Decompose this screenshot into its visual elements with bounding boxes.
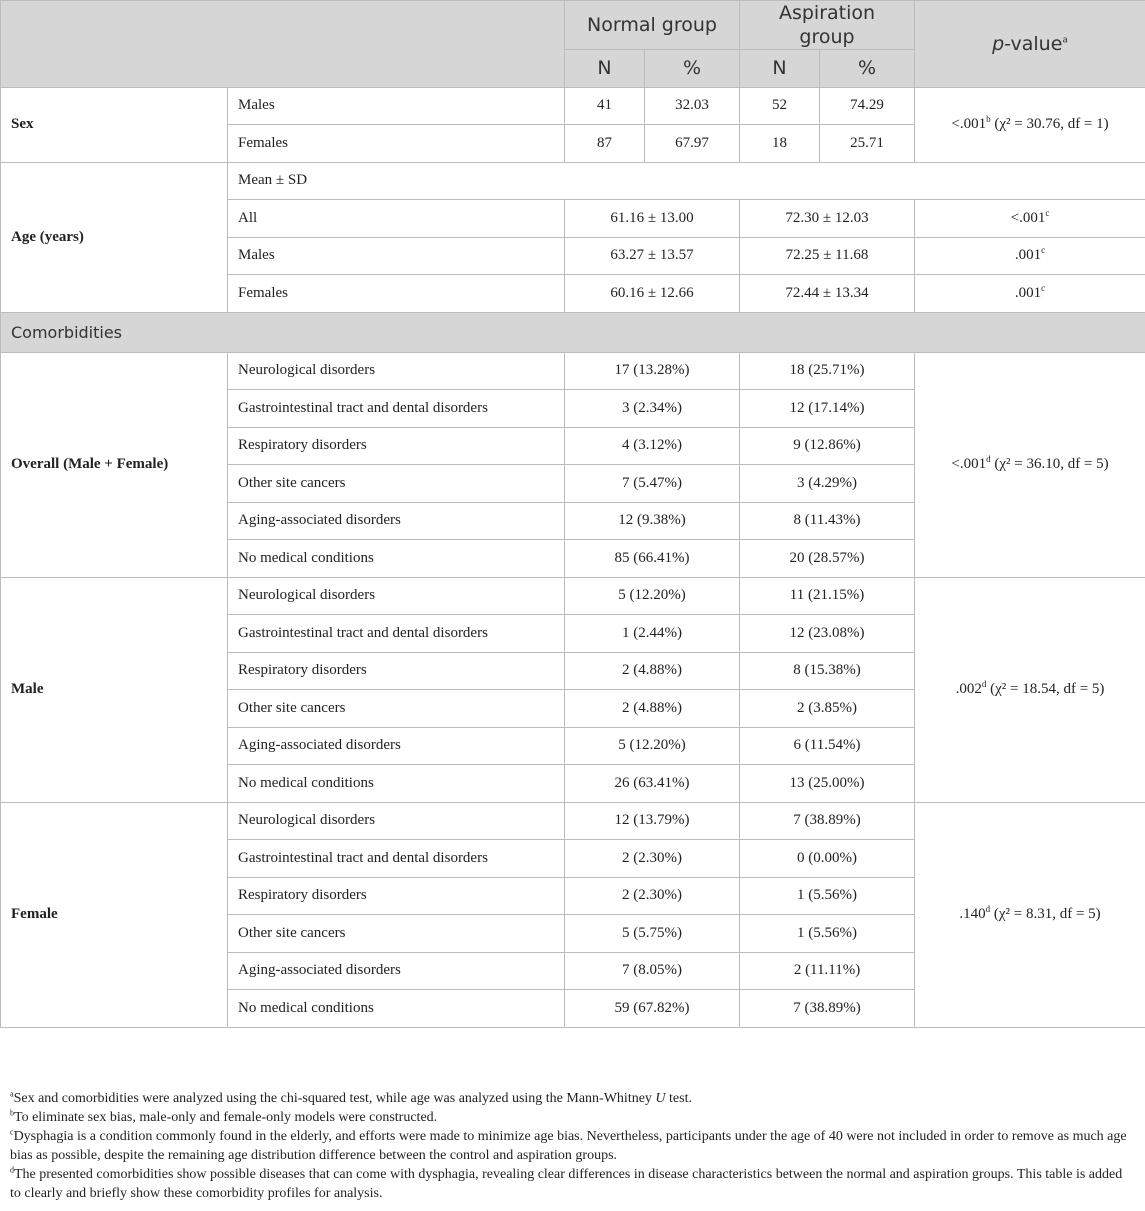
cell: 1 (2.44%) — [565, 615, 740, 653]
p-sup: d — [985, 904, 991, 914]
cell: 9 (12.86%) — [740, 427, 915, 465]
cell: 8 (15.38%) — [740, 652, 915, 690]
p-rest: (χ² = 30.76, df = 1) — [990, 116, 1109, 132]
section-label-comorbidities: Comorbidities — [1, 312, 1145, 352]
header-normal-n: N — [565, 50, 645, 88]
row-label: No medical conditions — [228, 765, 565, 803]
cell: 2 (3.85%) — [740, 690, 915, 728]
cell: 52 — [740, 87, 820, 125]
p-value-rest: -value — [1004, 32, 1063, 55]
p-value-cell — [915, 200, 1145, 238]
p-value-cell — [915, 275, 1145, 313]
header-row — [1, 1, 1145, 50]
footnote-b — [10, 1108, 1135, 1127]
cell: 72.30 ± 12.03 — [740, 200, 915, 238]
cell: 8 (11.43%) — [740, 502, 915, 540]
cell: 4 (3.12%) — [565, 427, 740, 465]
cell: 11 (21.15%) — [740, 577, 915, 615]
row-label: Neurological disorders — [228, 802, 565, 840]
cell: 3 (2.34%) — [565, 390, 740, 428]
footnote-text: Dysphagia is a condition commonly found in the elderly, and efforts were made to minimize age bias. Nevertheless, participants under the age of 40 were not included in order to remove as much age bias as possible, despite the remaining age distribution difference between the control and aspiration groups. — [10, 1129, 1127, 1163]
cell: 87 — [565, 125, 645, 163]
p-main: .001 — [1014, 247, 1042, 264]
cell: 2 (4.88%) — [565, 652, 740, 690]
p-value-group — [915, 802, 1145, 1027]
header-aspiration-group: Aspiration group — [740, 1, 915, 50]
p-rest: (χ² = 18.54, df = 5) — [986, 681, 1105, 697]
footnote-text: To eliminate sex bias, male-only and female-only models were constructed. — [14, 1110, 438, 1125]
cell: 3 (4.29%) — [740, 465, 915, 503]
header-p-value — [915, 1, 1145, 88]
cell: 2 (11.11%) — [740, 952, 915, 990]
group-label-sex: Sex — [1, 87, 228, 162]
row-label: Females — [228, 125, 565, 163]
cell: 60.16 ± 12.66 — [565, 275, 740, 313]
cell: 1 (5.56%) — [740, 877, 915, 915]
group-label-age: Age (years) — [1, 162, 228, 312]
cell: 18 (25.71%) — [740, 352, 915, 390]
cell: 32.03 — [645, 87, 740, 125]
cell: 2 (2.30%) — [565, 877, 740, 915]
p-sup: d — [981, 679, 987, 689]
cell: 12 (9.38%) — [565, 502, 740, 540]
cell: 2 (4.88%) — [565, 690, 740, 728]
cell: 13 (25.00%) — [740, 765, 915, 803]
cell: 59 (67.82%) — [565, 990, 740, 1028]
cell: 5 (12.20%) — [565, 577, 740, 615]
cell: 63.27 ± 13.57 — [565, 237, 740, 275]
age-subheader: Mean ± SD — [228, 162, 1145, 200]
footnote-mark: b — [10, 1108, 14, 1118]
p-main: <.001 — [951, 116, 987, 132]
cell: 7 (38.89%) — [740, 990, 915, 1028]
row-label: Other site cancers — [228, 690, 565, 728]
p-sup: d — [986, 454, 991, 464]
p-main: <.001 — [1010, 209, 1046, 226]
header-asp-pct: % — [820, 50, 915, 88]
row-label: Neurological disorders — [228, 577, 565, 615]
row-label: Males — [228, 87, 565, 125]
cell: 26 (63.41%) — [565, 765, 740, 803]
row-label: Other site cancers — [228, 465, 565, 503]
p-value-group — [915, 352, 1145, 577]
cell: 6 (11.54%) — [740, 727, 915, 765]
cell: 7 (5.47%) — [565, 465, 740, 503]
row-label: Gastrointestinal tract and dental disorders — [228, 615, 565, 653]
header-normal-group: Normal group — [565, 1, 740, 50]
p-italic: p — [992, 32, 1005, 55]
row-label: No medical conditions — [228, 540, 565, 578]
row-label: Respiratory disorders — [228, 652, 565, 690]
table-row — [1, 87, 1145, 125]
p-sup: c — [1041, 282, 1046, 293]
header-asp-n: N — [740, 50, 820, 88]
footnote-italic: U — [655, 1091, 666, 1106]
cell: 7 (8.05%) — [565, 952, 740, 990]
group-label: Male — [1, 577, 228, 802]
cell: 1 (5.56%) — [740, 915, 915, 953]
row-label: Aging-associated disorders — [228, 502, 565, 540]
group-label: Overall (Male + Female) — [1, 352, 228, 577]
p-rest: (χ² = 36.10, df = 5) — [990, 456, 1109, 472]
row-label: Respiratory disorders — [228, 877, 565, 915]
cell: 72.44 ± 13.34 — [740, 275, 915, 313]
cell: 2 (2.30%) — [565, 840, 740, 878]
p-value-sex — [915, 87, 1145, 162]
cell: 41 — [565, 87, 645, 125]
row-label: All — [228, 200, 565, 238]
row-label: Females — [228, 275, 565, 313]
row-label: Males — [228, 237, 565, 275]
row-label: Aging-associated disorders — [228, 727, 565, 765]
table-row — [1, 352, 1145, 390]
table-row — [1, 162, 1145, 200]
p-value-cell — [915, 237, 1145, 275]
cell: 12 (13.79%) — [565, 802, 740, 840]
p-value-group — [915, 577, 1145, 802]
header-normal-pct: % — [645, 50, 740, 88]
cell: 17 (13.28%) — [565, 352, 740, 390]
p-rest: (χ² = 8.31, df = 5) — [990, 906, 1101, 922]
cell: 20 (28.57%) — [740, 540, 915, 578]
footnote-d — [10, 1165, 1135, 1203]
row-label: Respiratory disorders — [228, 427, 565, 465]
footnote-text: The presented comorbidities show possible diseases that can come with dysphagia, revealing clear differences in disease characteristics between the normal and aspiration groups. This table is added to clearly and briefly show these comorbidity profiles for analysis. — [10, 1167, 1123, 1201]
table-row — [1, 577, 1145, 615]
p-value-sup: a — [1062, 35, 1068, 46]
footnote-mark: d — [10, 1165, 14, 1175]
cell: 72.25 ± 11.68 — [740, 237, 915, 275]
group-label: Female — [1, 802, 228, 1027]
cell: 85 (66.41%) — [565, 540, 740, 578]
section-row — [1, 312, 1145, 352]
row-label: Neurological disorders — [228, 352, 565, 390]
cell: 61.16 ± 13.00 — [565, 200, 740, 238]
cell: 67.97 — [645, 125, 740, 163]
header-blank — [1, 1, 565, 88]
cell: 25.71 — [820, 125, 915, 163]
row-label: Aging-associated disorders — [228, 952, 565, 990]
row-label: Other site cancers — [228, 915, 565, 953]
footnote-text: test. — [665, 1091, 692, 1106]
cell: 18 — [740, 125, 820, 163]
p-sup: c — [1045, 207, 1050, 218]
footnote-a — [10, 1089, 1135, 1108]
p-main: .140 — [959, 906, 986, 922]
cell: 5 (5.75%) — [565, 915, 740, 953]
p-main: .002 — [955, 681, 982, 697]
p-main: .001 — [1014, 284, 1042, 301]
cell: 7 (38.89%) — [740, 802, 915, 840]
footnote-mark: a — [10, 1089, 14, 1099]
footnotes — [10, 1089, 1135, 1203]
table-row — [1, 802, 1145, 840]
cell: 5 (12.20%) — [565, 727, 740, 765]
row-label: No medical conditions — [228, 990, 565, 1028]
cell: 74.29 — [820, 87, 915, 125]
footnote-c — [10, 1127, 1135, 1165]
p-sup: b — [986, 114, 991, 124]
cell: 0 (0.00%) — [740, 840, 915, 878]
footnote-text: Sex and comorbidities were analyzed using the chi-squared test, while age was analyzed using the Mann-Whitney — [13, 1091, 656, 1106]
row-label: Gastrointestinal tract and dental disorders — [228, 840, 565, 878]
cell: 12 (23.08%) — [740, 615, 915, 653]
footnote-mark: c — [10, 1127, 14, 1137]
cell: 12 (17.14%) — [740, 390, 915, 428]
p-main: <.001 — [951, 456, 987, 472]
row-label: Gastrointestinal tract and dental disorders — [228, 390, 565, 428]
p-sup: c — [1041, 245, 1046, 256]
